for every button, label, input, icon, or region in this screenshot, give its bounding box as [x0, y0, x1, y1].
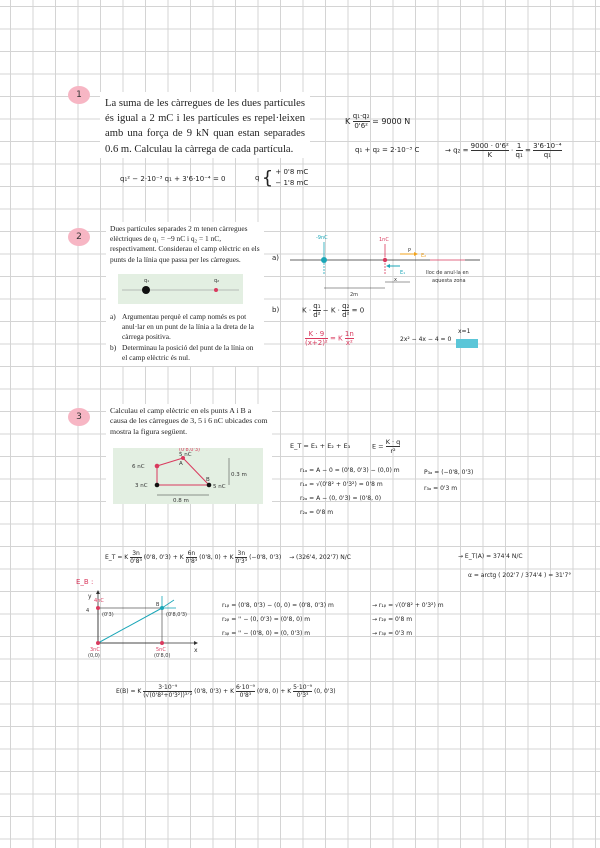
- p2-a-diagram: [290, 230, 490, 300]
- p3-r1: r₁ₐ = A − 0 = (0'8, 0'3) − (0,0) m: [300, 467, 400, 474]
- q2-label: q₂: [214, 278, 220, 284]
- p3-eb-label: E_B :: [76, 578, 94, 586]
- svg-text:3 nC: 3 nC: [135, 483, 148, 489]
- svg-text:B: B: [206, 477, 210, 483]
- svg-text:(0'8,0): (0'8,0): [154, 653, 171, 658]
- svg-text:E₁: E₁: [400, 270, 406, 276]
- svg-text:1nC: 1nC: [379, 237, 389, 243]
- p3-P3: P₃ₐ = (−0'8, 0'3): [424, 469, 474, 476]
- p3-rb1: r₁ᵦ = (0'8, 0'3) − (0, 0) = (0'8, 0'3) m: [222, 602, 334, 609]
- p2-b-label: b): [272, 306, 280, 314]
- svg-text:E₂: E₂: [421, 253, 427, 259]
- p3-rb2: r₂ᵦ = '' − (0, 0'3) = (0'8, 0) m: [222, 616, 311, 623]
- p3-r2m: r₂ₐ = 0'8 m: [300, 509, 334, 516]
- p3-big-sum: E_T = K $\frac{3n}{\text{0'8³}}$ (0'8, 0'3) + K $\frac{6n}{\text{0'8³}}$ (0'8, 0) + K $\frac{3n}{\text{0'3³}}$ (−0'8, 0'3) → (326'4, 202'7) N/C: [105, 550, 351, 565]
- p1-eq3: → q₂ = $\frac{\text{9000 · 0'6²}}{K}$ · $\frac{1}{\text{q₁}}$ = $\frac{\text{3'6·10⁻⁴}}{\text{q₁}}$: [445, 142, 562, 159]
- p3-b-graph: [84, 588, 204, 658]
- p3-eb-sum: E(B) = K 3·10⁻⁹ (√(0'8²+0'3²))³ᐟ² (0'8, 0'3) + K $\frac{\text{6·10⁻⁹}}{\text{0'8³}}$ (0'8, 0) + K $\frac{\text{5·10⁻⁹}}{\text{0'3³}}$ (0, 0'3): [116, 684, 336, 699]
- p2-a-label: a): [272, 254, 280, 262]
- p2-b-eq1: K · $\frac{\text{q₁}}{\text{d²}}$ − K · $\frac{\text{q₂}}{\text{d²}}$ = 0: [302, 302, 365, 319]
- p2-b-answer: x=1: [458, 328, 471, 335]
- p3-rb3: r₃ᵦ = '' − (0'8, 0) = (0, 0'3) m: [222, 630, 311, 637]
- problem-3-figure: [113, 448, 263, 504]
- p3-def: E = $\frac{K \cdot q}{\text{r²}}$: [372, 438, 401, 455]
- problem-3-badge: 3: [68, 408, 90, 426]
- svg-text:y: y: [88, 593, 92, 600]
- p2-b-eq3: 2x² − 4x − 4 = 0: [400, 336, 452, 343]
- problem-1-badge: 1: [68, 86, 90, 104]
- svg-text:4: 4: [86, 608, 90, 614]
- p3-r3m: r₃ₐ = 0'3 m: [424, 485, 458, 492]
- svg-text:2m: 2m: [350, 292, 359, 298]
- q2-charge: [214, 288, 218, 292]
- problem-2-badge: 2: [68, 228, 90, 246]
- p1-eq4: q₁² − 2·10⁻³ q₁ + 3'6·10⁻⁴ = 0: [120, 175, 226, 183]
- svg-text:5 nC: 5 nC: [179, 452, 192, 458]
- p2-b-eq2: $\frac{K \cdot 9}{\text{(x+2)²}}$ = K $\frac{1n}{\text{x²}}$: [305, 330, 354, 347]
- p1-solution: q { + 0'8 mC − 1'8 mC: [255, 167, 309, 189]
- p3-rb1m: → r₁ᵦ = √(0'8² + 0'3²) m: [372, 602, 444, 609]
- p3-sum: E_T = E₁ + E₂ + E₃: [290, 442, 351, 450]
- svg-text:(0'3): (0'3): [102, 612, 114, 618]
- problem-1-statement: La suma de les càrregues de les dues partícules és igual a 2 mC i les partícules es repel·leixen amb una força de 9 kN quan estan separades 0.6 m. Calculau la càrrega de cada partícula.: [105, 98, 305, 155]
- problem-2-diagram: [118, 274, 243, 304]
- svg-text:lloc de anul·la en: lloc de anul·la en: [426, 270, 469, 276]
- p3-angle: α = arctg ( 202'7 / 374'4 ) = 31'7°: [468, 572, 572, 579]
- svg-text:x: x: [194, 647, 198, 654]
- p3-rb2m: → r₂ᵦ = 0'8 m: [372, 616, 413, 623]
- svg-text:(0'8,0'3): (0'8,0'3): [166, 612, 187, 618]
- problem-2-statement: Dues partícules separades 2 m tenen càrregues elèctriques de q₁ = −9 nC i q₂ = 1 nC, respectivament. Considerau el camp elèctric en els punts de la línia que passa per les càrregues.: [110, 224, 260, 264]
- p1-eq2: q₁ + q₂ = 2·10⁻³ C: [355, 146, 420, 154]
- svg-text:(0'8,0'3): (0'8,0'3): [179, 448, 200, 453]
- svg-text:(0,0): (0,0): [88, 653, 100, 658]
- svg-text:6 nC: 6 nC: [132, 464, 145, 470]
- p1-eq1: K $\frac{\text{q₁·q₂}}{\text{0'6²}}$ = 9000 N: [345, 112, 411, 130]
- svg-text:0.3 m: 0.3 m: [231, 472, 247, 478]
- svg-text:x: x: [394, 277, 397, 283]
- p2-b-answer-highlight: [456, 339, 478, 348]
- problem-3-statement: Calculau el camp elèctric en els punts A i B a causa de les càrregues de 3, 5 i 6 nC ubicades com mostra la figura següent.: [110, 406, 268, 436]
- p3-rb3m: → r₃ᵦ = 0'3 m: [372, 630, 413, 637]
- svg-text:P: P: [408, 248, 412, 254]
- svg-text:5nC: 5nC: [156, 647, 166, 653]
- p3-r2: r₂ₐ = A − (0, 0'3) = (0'8, 0): [300, 495, 382, 502]
- svg-text:4nC: 4nC: [94, 598, 104, 604]
- svg-text:aquesta zona: aquesta zona: [432, 278, 466, 284]
- p3-r1m: r₁ₐ = √(0'8² + 0'3²) = 0'8 m: [300, 481, 383, 488]
- problem-2-part-b: b) Determinau la posició del punt de la línia on el camp elèctric és nul.: [110, 343, 254, 363]
- svg-text:B: B: [156, 602, 160, 608]
- problem-2-part-a: a) Argumentau perquè el camp només es pot anul·lar en un punt de la línia a la dreta de la càrrega positiva.: [110, 312, 254, 342]
- q1-charge: [142, 286, 150, 294]
- svg-text:5 nC: 5 nC: [213, 484, 226, 490]
- q1-label: q₁: [144, 278, 150, 284]
- svg-text:-9nC: -9nC: [316, 235, 328, 241]
- svg-text:A: A: [179, 461, 183, 467]
- p3-magnitude: → E_T(A) = 374'4 N/C: [458, 553, 523, 560]
- svg-text:0.8 m: 0.8 m: [173, 498, 189, 504]
- svg-text:3nC: 3nC: [90, 647, 100, 653]
